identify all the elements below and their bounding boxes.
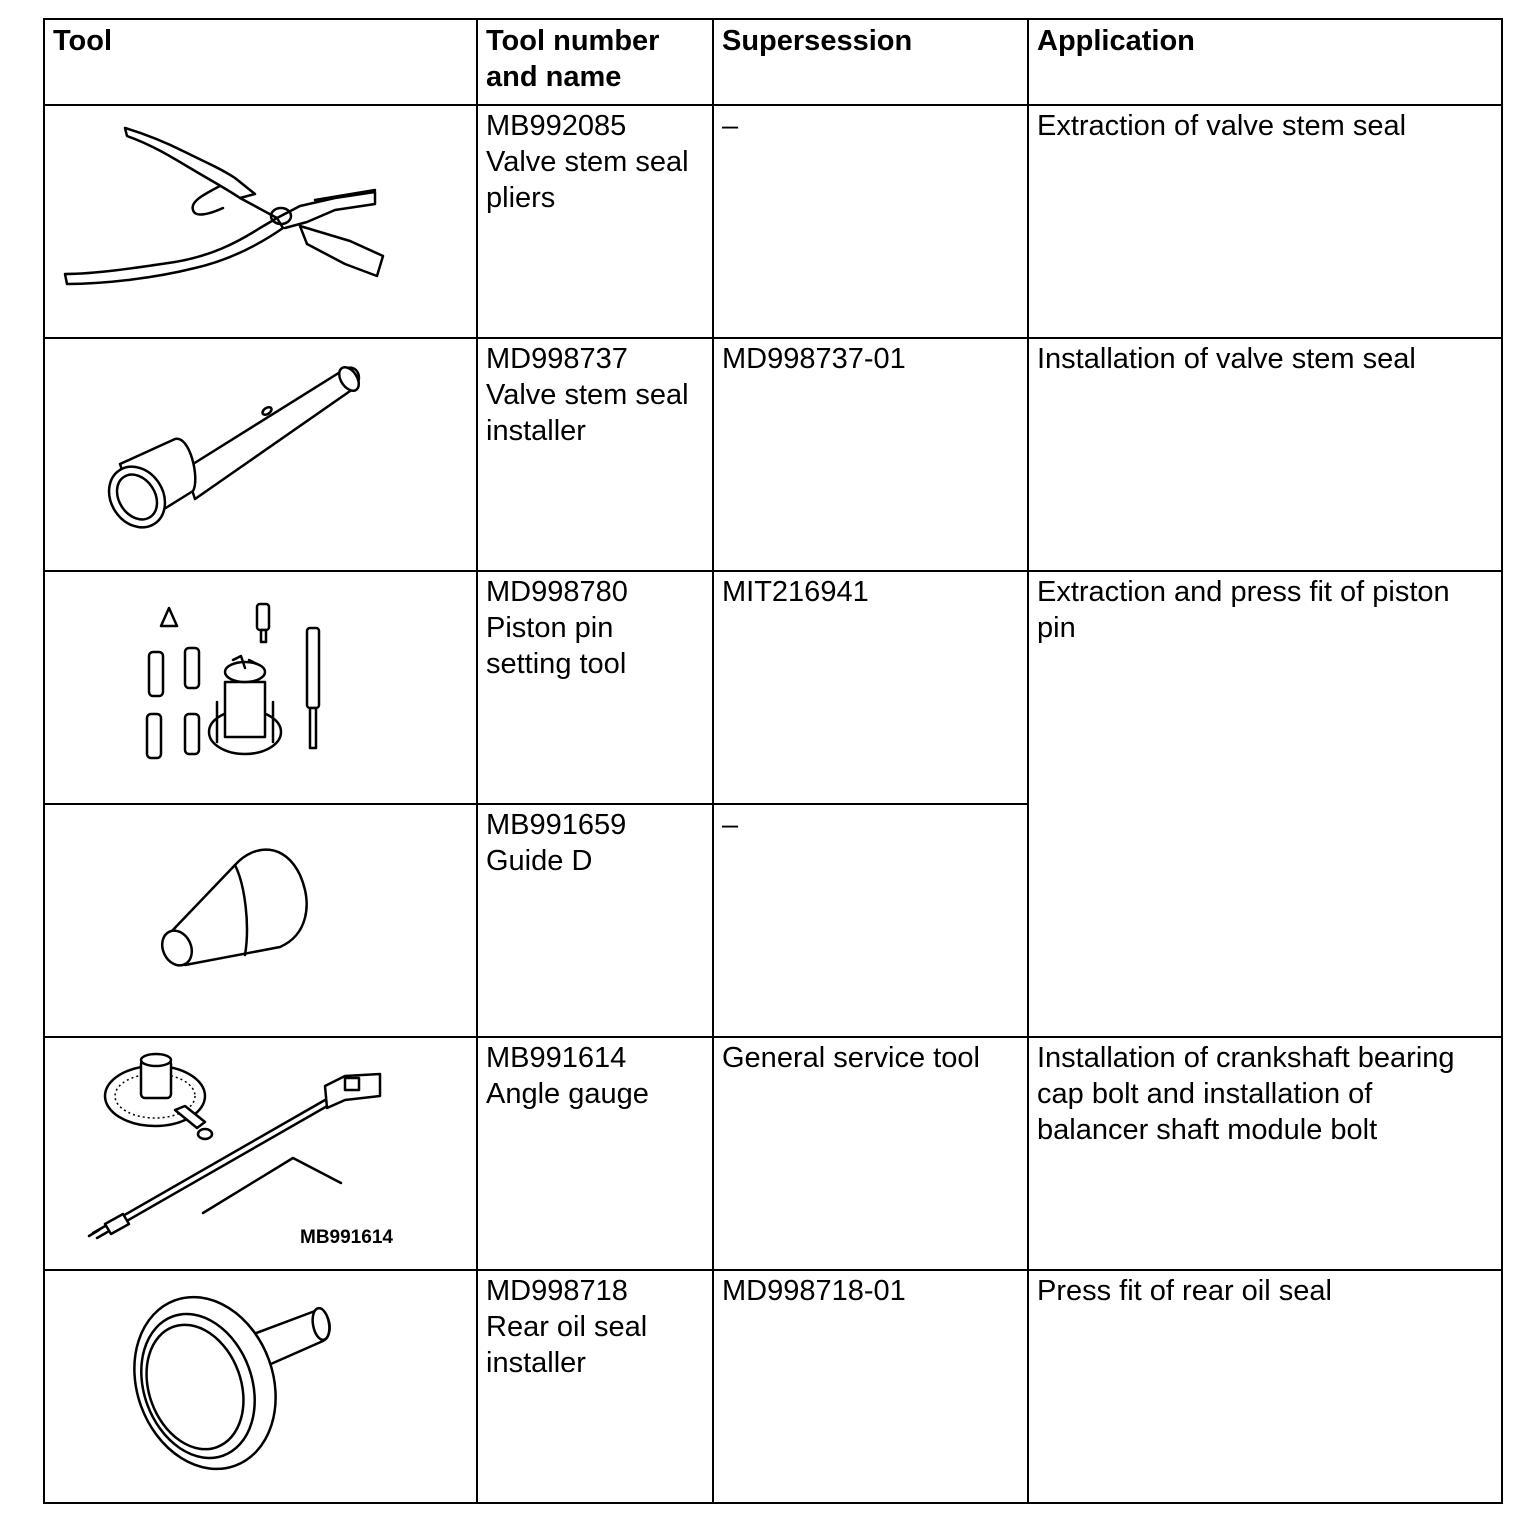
application-cell [1028,1270,1502,1503]
tool-image-cell [44,105,477,338]
supersession-cell: – [713,105,1028,338]
table-row [44,105,1502,338]
header-tool: Tool [44,19,477,105]
valve-stem-seal-installer-illustration [45,339,475,568]
tool-name-line: setting tool [486,648,627,680]
piston-pin-setting-tool-illustration [45,572,475,801]
tool-number-cell [477,571,713,804]
tool-name-line: Valve stem seal [486,379,689,411]
supersession-cell: – [713,804,1028,1037]
supersession-cell: General service tool [713,1037,1028,1270]
application-line: Installation of crankshaft bearing [1037,1042,1455,1074]
angle-gauge-illustration [45,1038,475,1267]
tool-name-line: Piston pin [486,612,614,644]
header-tool-number-line: and name [486,61,622,93]
application-line: cap bolt and installation of [1037,1078,1373,1110]
tool-number-cell [477,1037,713,1270]
tool-number: MB992085 [486,110,627,142]
tool-image-cell [44,338,477,571]
guide-d-illustration [45,805,475,1034]
tool-image-cell [44,804,477,1037]
tool-number: MD998718 [486,1275,628,1307]
application-line: Press fit of rear oil seal [1037,1275,1332,1307]
supersession-cell: MD998718-01 [713,1270,1028,1503]
table-row [44,338,1502,571]
tool-number: MD998780 [486,576,628,608]
tool-name-line: Guide D [486,845,593,877]
application-cell [1028,338,1502,571]
tool-image-cell [44,571,477,804]
tool-number-cell [477,804,713,1037]
application-line: Extraction and press fit of piston [1037,576,1450,608]
table-row [44,1037,1502,1270]
tool-name-line: installer [486,415,586,447]
rear-oil-seal-installer-illustration [45,1271,475,1500]
header-supersession: Supersession [713,19,1028,105]
application-line: Installation of valve stem seal [1037,343,1416,375]
header-tool-number-line: Tool number [486,25,660,57]
application-line: Extraction of valve stem seal [1037,110,1407,142]
valve-stem-seal-pliers-illustration [45,106,475,335]
application-cell [1028,1037,1502,1270]
header-application: Application [1028,19,1502,105]
header-row [44,19,1502,105]
image-label: MB991614 [300,1227,393,1248]
tool-number-cell [477,1270,713,1503]
application-cell [1028,105,1502,338]
tool-number: MD998737 [486,343,628,375]
tool-number: MB991659 [486,809,627,841]
tool-name-line: Rear oil seal [486,1311,648,1343]
application-cell [1028,571,1502,1037]
supersession-cell: MD998737-01 [713,338,1028,571]
special-tools-table [43,18,1503,1504]
application-line: pin [1037,612,1076,644]
tool-number-cell [477,338,713,571]
tool-name-line: Angle gauge [486,1078,649,1110]
tool-image-cell [44,1270,477,1503]
tool-name-line: pliers [486,182,556,214]
tool-number-cell [477,105,713,338]
supersession-cell: MIT216941 [713,571,1028,804]
application-line: balancer shaft module bolt [1037,1114,1378,1146]
tool-name-line: Valve stem seal [486,146,689,178]
tool-number: MB991614 [486,1042,627,1074]
table-row [44,571,1502,804]
tool-name-line: installer [486,1347,586,1379]
table-row [44,1270,1502,1503]
header-tool-number [477,19,713,105]
tool-image-cell [44,1037,477,1270]
